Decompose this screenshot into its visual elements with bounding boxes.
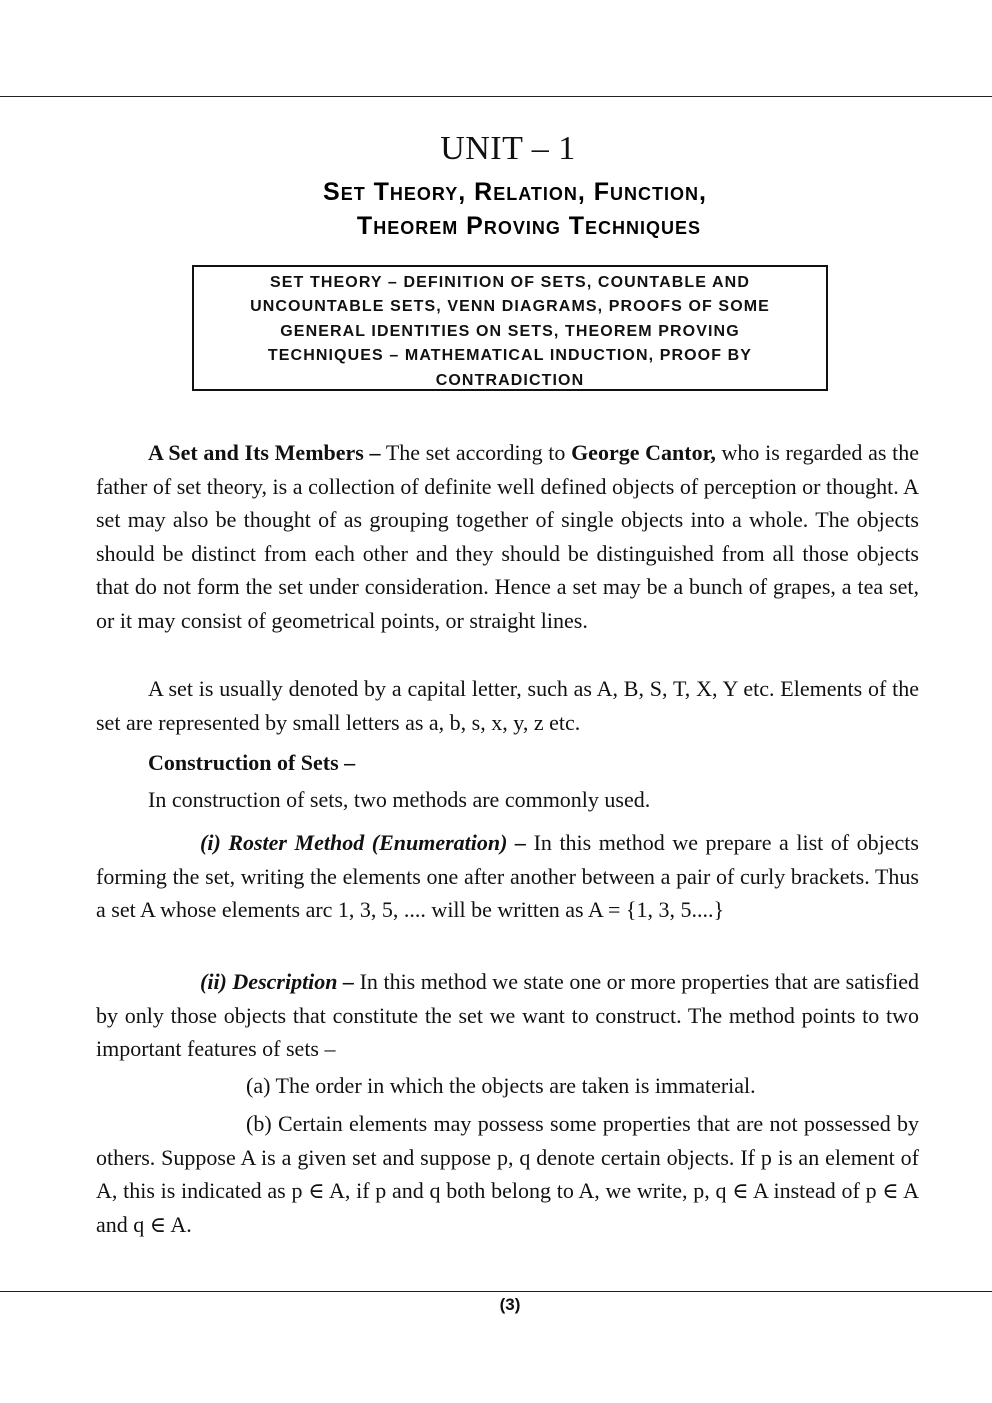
method-label: (i) Roster Method (Enumeration) – — [200, 830, 527, 855]
chapter-title-line2: Theorem Proving Techniques — [356, 212, 702, 240]
paragraph-text: who is regarded as the father of set theory, is a collection of definite well defined objects of perception or thought. A set may also be thought of as grouping together of single objects into a whole. The objects should be distinct from each other and they should be distinguished from all those objects that do not form the set under consideration. Hence a set may be a bunch of grapes, a tea set, or it may consist of geometrical points, or straight lines. — [96, 440, 919, 633]
paragraph-roster-method — [96, 826, 919, 927]
paragraph-text: The set according to — [380, 440, 572, 465]
bottom-rule — [0, 1291, 992, 1292]
feature-a: (a) The order in which the objects are taken is immaterial. — [246, 1073, 756, 1098]
paragraph-construction-intro: In construction of sets, two methods are commonly used. — [148, 787, 651, 812]
syllabus-line: SET THEORY – DEFINITION OF SETS, COUNTABLE AND — [270, 274, 750, 291]
chapter-title-line1: Set Theory, Relation, Function, — [323, 178, 707, 206]
paragraph-text: In this method we prepare a list of objects forming the set, writing the elements one after another between a pair of curly brackets. Thus a set A whose elements arc 1, 3, 5, .... will be written as A = {1, 3, 5....} — [96, 830, 919, 923]
top-rule — [0, 96, 992, 97]
syllabus-line: CONTRADICTION — [435, 371, 585, 389]
syllabus-line: TECHNIQUES – MATHEMATICAL INDUCTION, PROOF BY — [267, 347, 753, 365]
feature-b: (b) Certain elements may possess some properties that are not possessed by others. Suppose A is a given set and suppose p, q denote certain objects. If p is an element of A, this is indicated as p ∈ A, if p and q both belong to A, we write, p, q ∈ A instead of p ∈ A and q ∈ A. — [96, 1111, 919, 1237]
page-number: (3) — [499, 1295, 521, 1314]
paragraph-set-notation: A set is usually denoted by a capital letter, such as A, B, S, T, X, Y etc. Elements of the set are represented by small letters as a, b, s, x, y, z etc. — [96, 676, 919, 735]
paragraph-text: In this method we state one or more properties that are satisfied by only those objects that constitute the set we want to construct. The method points to two important features of sets – — [96, 969, 919, 1062]
syllabus-box — [192, 265, 828, 391]
paragraph-set-and-members — [96, 436, 919, 638]
paragraph-heading: A Set and Its Members – — [148, 440, 381, 465]
syllabus-line: UNCOUNTABLE SETS, VENN DIAGRAMS, PROOFS OF SOME — [250, 298, 770, 316]
section-heading-construction: Construction of Sets – — [148, 750, 356, 775]
paragraph-description-method — [96, 965, 919, 1066]
method-label: (ii) Description – — [200, 969, 355, 994]
person-name: George Cantor, — [571, 440, 716, 465]
unit-title: UNIT – 1 — [440, 130, 576, 167]
syllabus-line: GENERAL IDENTITIES ON SETS, THEOREM PROVING — [280, 322, 740, 340]
